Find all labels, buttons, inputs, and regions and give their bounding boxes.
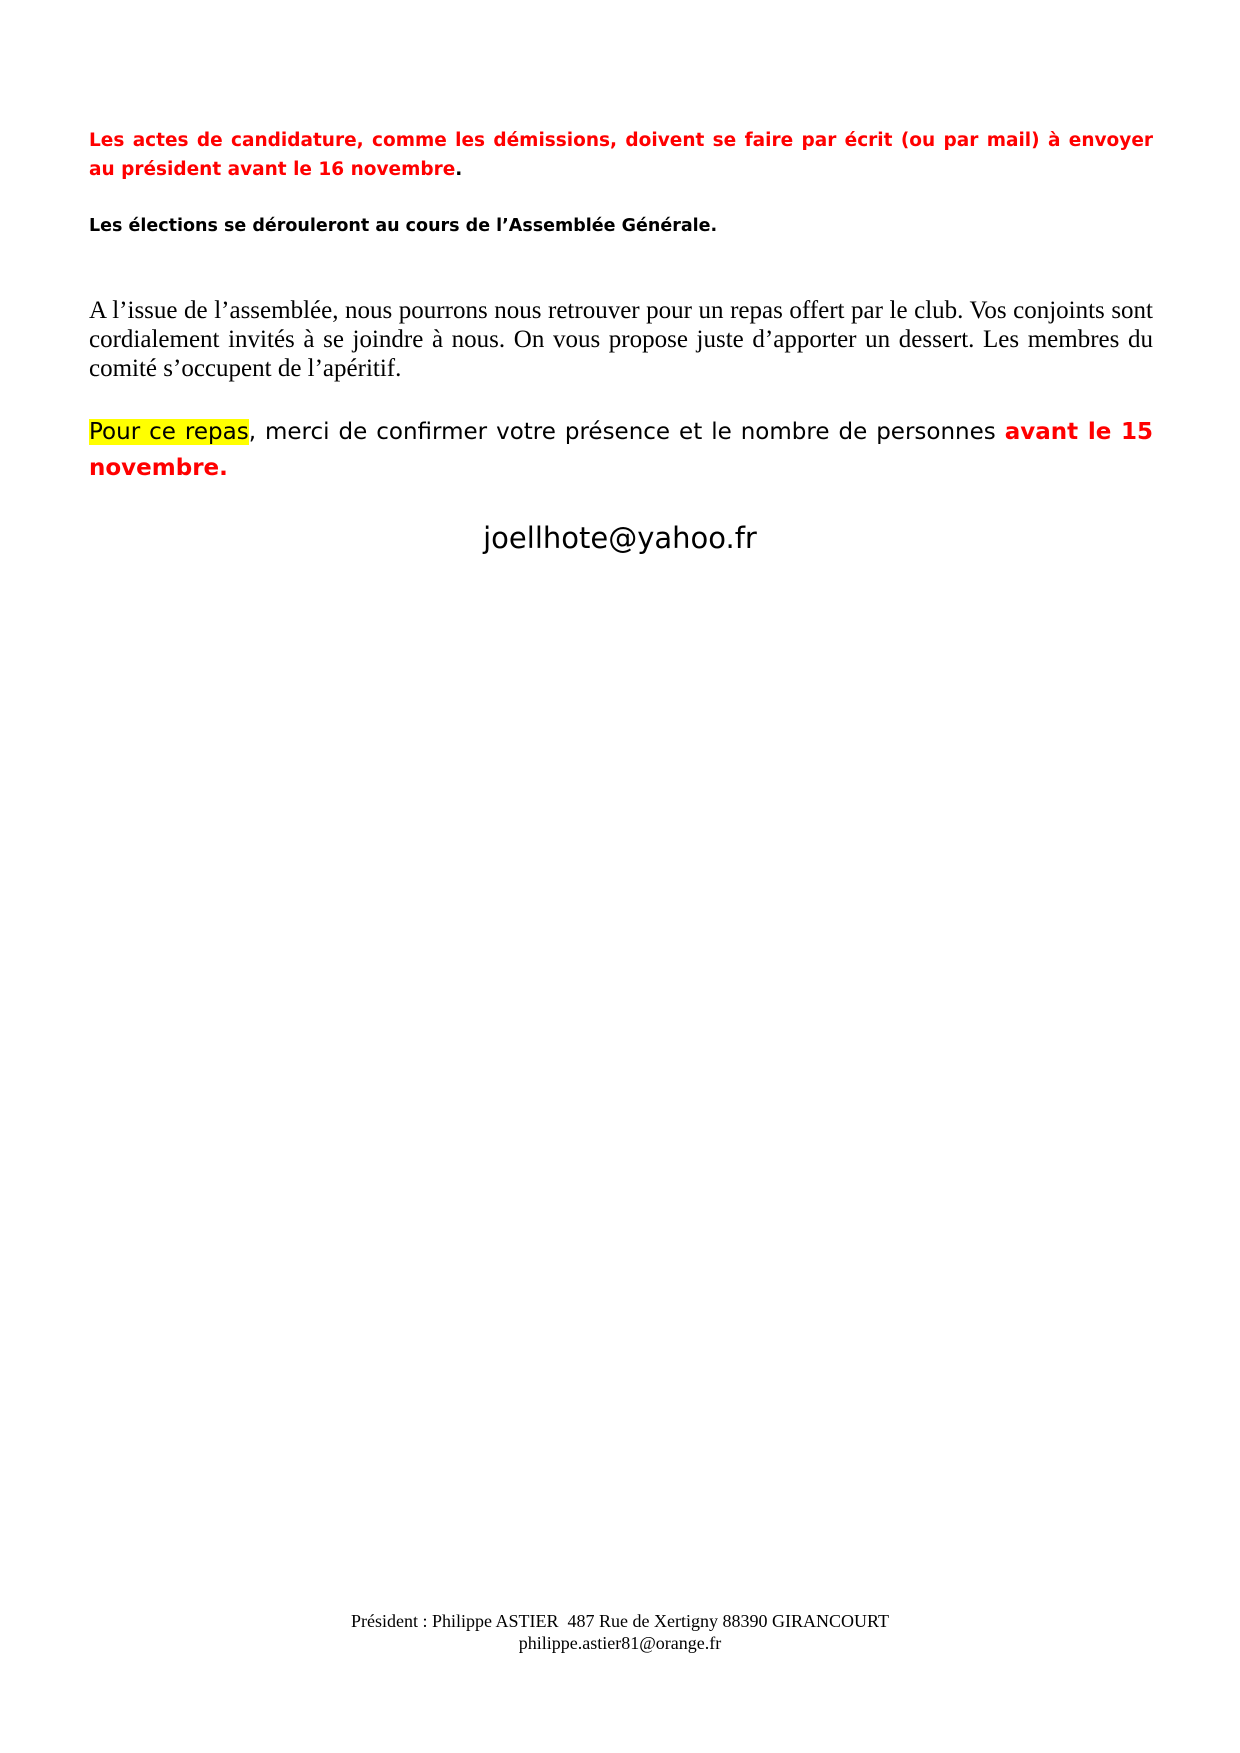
candidature-period: . (455, 159, 463, 180)
confirmation-request (89, 414, 1153, 486)
confirmation-deadline: avant le 15 novembre. (89, 419, 1153, 481)
contact-email: joellhote@yahoo.fr (483, 521, 757, 555)
meal-paragraph: A l’issue de l’assemblée, nous pourrons nous retrouver pour un repas offert par le club. Vos conjoints sont cordialement invités à se joindre à nous. On vous propose juste d’apporter un dessert. Les membres du comité s’occupent de l’apéritif. (89, 297, 1153, 382)
footer-president-address: Président : Philippe ASTIER 487 Rue de Xertigny 88390 GIRANCOURT (351, 1611, 889, 1631)
footer (0, 1610, 1240, 1654)
footer-email: philippe.astier81@orange.fr (518, 1633, 722, 1653)
elections-notice: Les élections se dérouleront au cours de l’Assemblée Générale. (89, 216, 718, 236)
candidature-text: Les actes de candidature, comme les démissions, doivent se faire par écrit (ou par mail) à envoyer au président avant le 16 novembre (89, 130, 1153, 180)
confirmation-text: , merci de confirmer votre présence et le nombre de personnes (248, 419, 1005, 445)
highlighted-text: Pour ce repas (89, 419, 249, 445)
candidature-notice (89, 126, 1153, 184)
